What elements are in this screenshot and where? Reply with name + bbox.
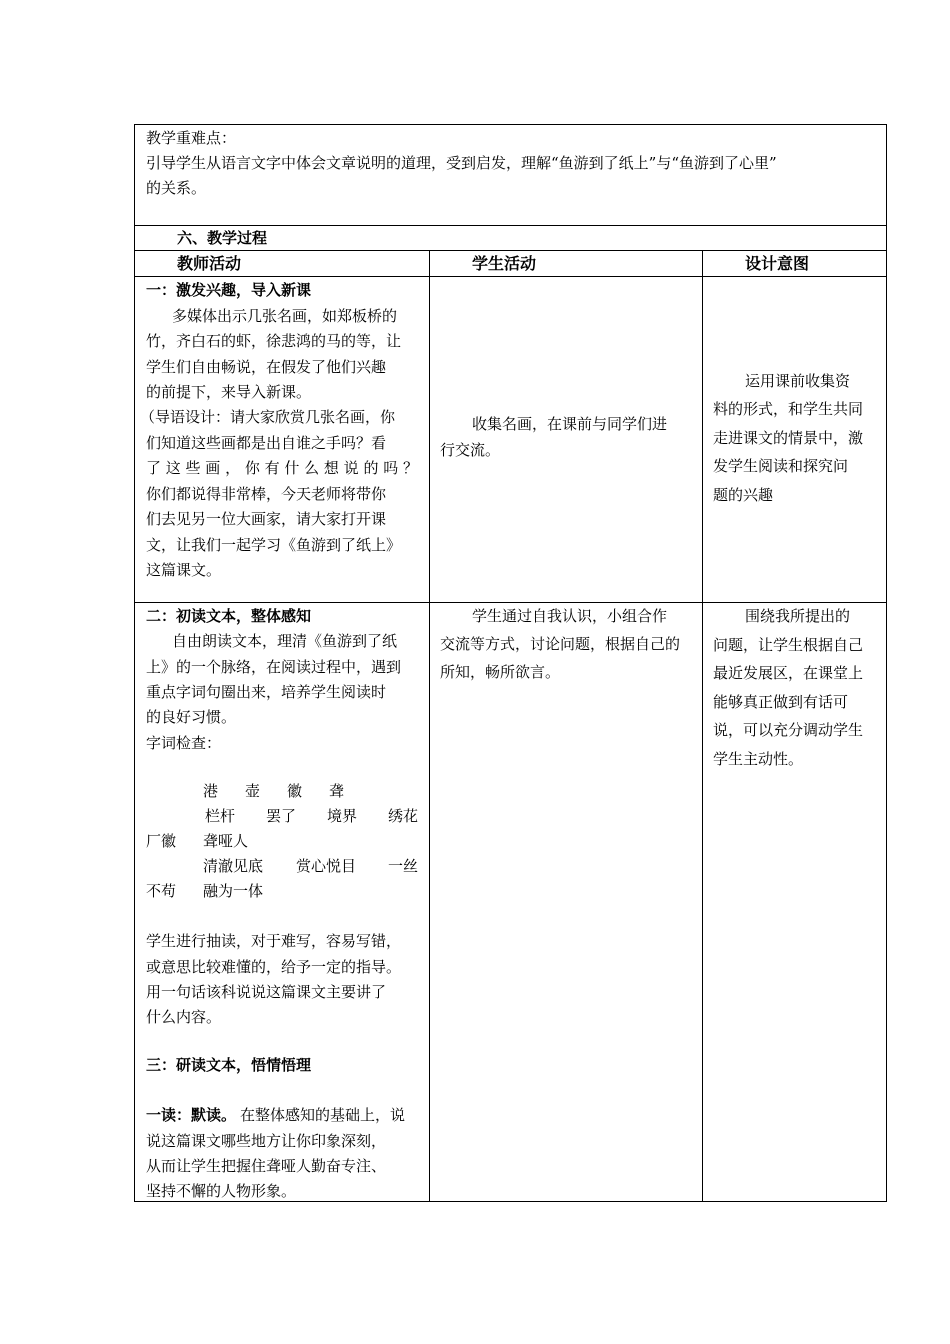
design-text: 最近发展区，在课堂上 [713, 664, 864, 682]
student-text: 收集名画，在课前与同学们进 [472, 415, 668, 433]
design-text: 学生主动性。 [713, 750, 804, 768]
teacher-text: 们去见另一位大画家，请大家打开课 [146, 510, 387, 528]
teacher-text: 重点字词句圈出来，培养学生阅读时 [146, 683, 387, 701]
teacher-text: 的前提下，来导入新课。 [146, 383, 312, 401]
student-text: 所知，畅所欲言。 [440, 663, 561, 681]
teacher-text: 在整体感知的基础上，说 [240, 1106, 406, 1124]
teacher-text: 或意思比较难懂的，给予一定的指导。 [146, 958, 402, 976]
column-header-student: 学生活动 [472, 254, 537, 273]
vocab-word: 融为一体 [203, 882, 264, 900]
teacher-text: 说这篇课文哪些地方让你印象深刻， [146, 1132, 387, 1150]
section-title: 六、教学过程 [177, 229, 268, 247]
step-title: 三：研读文本，悟情悟理 [146, 1056, 312, 1074]
design-text: 料的形式，和学生共同 [713, 400, 864, 418]
vocab-word: 厂徽 [146, 832, 177, 850]
teacher-text: 从而让学生把握住聋哑人勤奋专注、 [146, 1157, 387, 1175]
student-text: 学生通过自我认识，小组合作 [472, 607, 668, 625]
key-points-label: 教学重难点： [146, 129, 237, 147]
column-header-design: 设计意图 [745, 254, 810, 273]
column-divider [429, 250, 430, 1202]
teacher-text: 上》的一个脉络，在阅读过程中，遇到 [146, 658, 402, 676]
key-points-text: 引导学生从语言文字中体会文章说明的道理，受到启发，理解“鱼游到了纸上”与“鱼游到了心里” [146, 154, 777, 172]
reading-step-label: 一读：默读。 [146, 1106, 237, 1124]
column-header-teacher: 教师活动 [177, 254, 242, 273]
vocab-word: 赏心悦目 [296, 857, 357, 875]
step-title: 一：激发兴趣，导入新课 [146, 281, 312, 299]
row-divider [134, 602, 887, 603]
design-text: 走进课文的情景中，激 [713, 429, 864, 447]
student-text: 交流等方式，讨论问题，根据自己的 [440, 635, 681, 653]
step-title: 二：初读文本，整体感知 [146, 607, 312, 625]
student-text: 行交流。 [440, 441, 501, 459]
design-text: 围绕我所提出的 [745, 607, 851, 625]
design-text: 题的兴趣 [713, 486, 774, 504]
teacher-text: 多媒体出示几张名画，如郑板桥的 [172, 307, 398, 325]
teacher-text: 学生进行抽读，对于难写，容易写错， [146, 932, 402, 950]
teacher-text: 文，让我们一起学习《鱼游到了纸上》 [146, 536, 402, 554]
table-border-right [886, 124, 887, 1202]
column-divider [702, 250, 703, 1202]
design-text: 能够真正做到有话可 [713, 693, 849, 711]
teacher-text: 字词检查： [146, 734, 222, 752]
teacher-text: 的良好习惯。 [146, 708, 237, 726]
vocab-word: 清澈见底 [203, 857, 264, 875]
teacher-text: （导语设计：请大家欣赏几张名画，你 [140, 408, 396, 426]
vocab-word: 聋 [329, 782, 345, 800]
design-text: 问题，让学生根据自己 [713, 636, 864, 654]
vocab-word: 不苟 [146, 882, 177, 900]
key-points-text: 的关系。 [146, 179, 207, 197]
teacher-text: 这篇课文。 [146, 561, 222, 579]
table-border-left [134, 124, 135, 1202]
teacher-text: 用一句话该科说说这篇课文主要讲了 [146, 983, 387, 1001]
vocab-word: 壶 [245, 782, 261, 800]
teacher-text: 自由朗读文本，理清《鱼游到了纸 [172, 632, 398, 650]
vocab-word: 徽 [287, 782, 303, 800]
design-text: 运用课前收集资 [745, 372, 851, 390]
teacher-text: 竹，齐白石的虾，徐悲鸿的马的等，让 [146, 332, 402, 350]
design-text: 发学生阅读和探究问 [713, 457, 849, 475]
vocab-word: 绣花 [388, 807, 419, 825]
teacher-text: 什么内容。 [146, 1008, 222, 1026]
vocab-word: 港 [203, 782, 219, 800]
vocab-word: 境界 [327, 807, 358, 825]
teacher-text: 们知道这些画都是出自谁之手吗？看 [146, 434, 387, 452]
design-text: 说，可以充分调动学生 [713, 721, 864, 739]
vocab-word: 聋哑人 [203, 832, 249, 850]
teacher-text: 学生们自由畅说，在假发了他们兴趣 [146, 358, 387, 376]
vocab-word: 一丝 [388, 857, 419, 875]
teacher-text: 了 这 些 画 ， 你 有 什 么 想 说 的 吗 ？ [146, 459, 418, 477]
teacher-text: 你们都说得非常棒，今天老师将带你 [146, 485, 387, 503]
vocab-word: 栏杆 [205, 807, 236, 825]
table-border-top [134, 124, 887, 125]
teacher-text: 坚持不懈的人物形象。 [146, 1182, 297, 1200]
vocab-word: 罢了 [266, 807, 297, 825]
